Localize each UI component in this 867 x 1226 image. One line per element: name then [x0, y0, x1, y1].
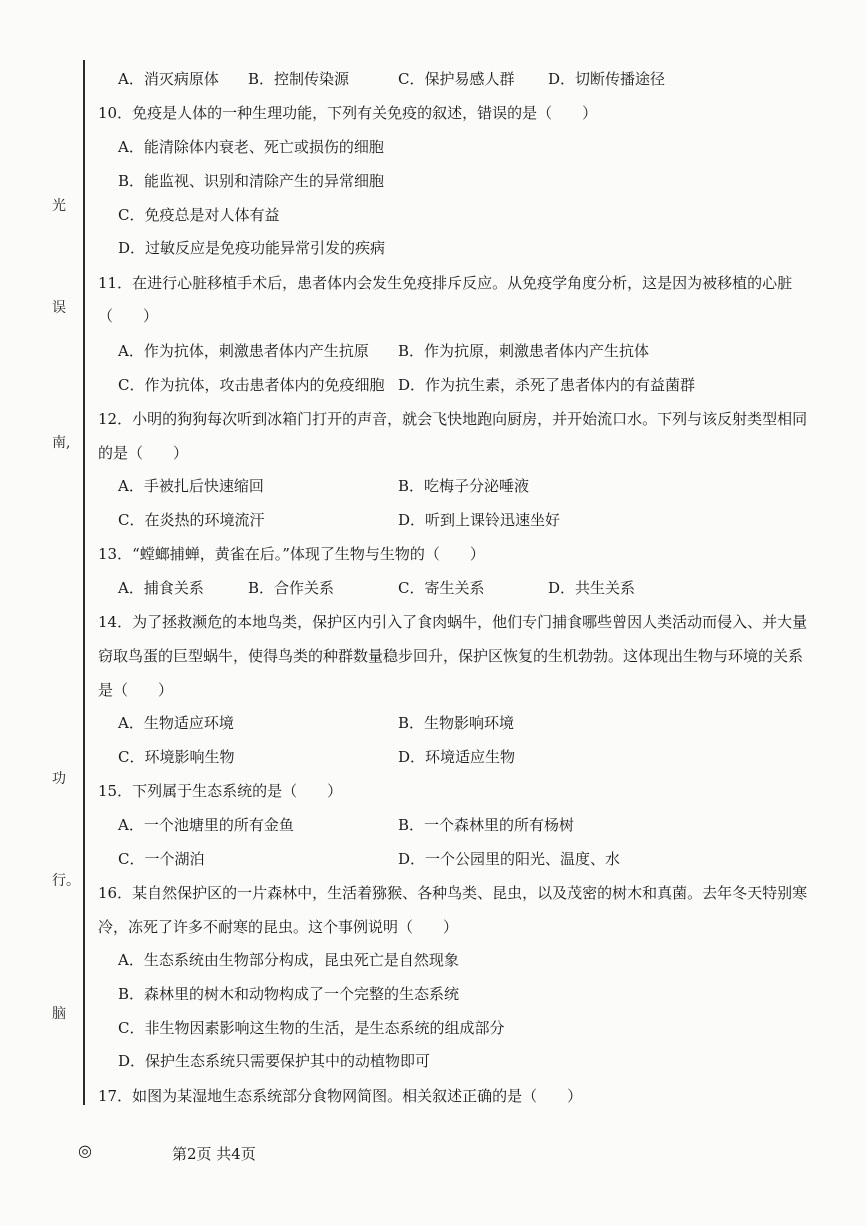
q14-stem-cont: 窃取鸟蛋的巨型蜗牛，使得鸟类的种群数量稳步回升，保护区恢复的生机勃勃。这体现出生物与环境的关系: [98, 647, 804, 665]
q10-option-d: D．过敏反应是免疫功能异常引发的疾病: [118, 239, 386, 257]
q9-option-d: D．切断传播途径: [548, 70, 666, 88]
q16-option-a: A．生态系统由生物部分构成，昆虫死亡是自然现象: [118, 951, 459, 969]
q15-option-a: A．一个池塘里的所有金鱼: [118, 816, 294, 834]
page-number: 第2页 共4页: [172, 1145, 256, 1163]
q12-stem: 12．小明的狗狗每次听到冰箱门打开的声音，就会飞快地跑向厨房，并开始流口水。下列与该反射类型相同: [98, 410, 808, 428]
q9-option-c: C．保护易感人群: [398, 70, 515, 88]
q12-stem-cont: 的是（ ）: [98, 444, 189, 462]
q15-option-d: D．一个公园里的阳光、温度、水: [398, 850, 621, 868]
q13-option-c: C．寄生关系: [398, 579, 485, 597]
q15-option-b: B．一个森林里的所有杨树: [398, 816, 575, 834]
q10-option-b: B．能监视、识别和清除产生的异常细胞: [118, 172, 385, 190]
q15-option-c: C．一个湖泊: [118, 850, 205, 868]
margin-fragment: 脑: [52, 1006, 66, 1022]
q11-option-c: C．作为抗体，攻击患者体内的免疫细胞: [118, 376, 385, 394]
q12-option-a: A．手被扎后快速缩回: [118, 477, 264, 495]
q16-option-d: D．保护生态系统只需要保护其中的动植物即可: [118, 1052, 431, 1070]
q16-stem: 16．某自然保护区的一片森林中，生活着猕猴、各种鸟类、昆虫，以及茂密的树木和真菌。去年冬天特别寒: [98, 884, 808, 902]
q14-option-c: C．环境影响生物: [118, 748, 235, 766]
q13-option-a: A．捕食关系: [118, 579, 204, 597]
q9-option-b: B．控制传染源: [248, 70, 350, 88]
q14-option-d: D．环境适应生物: [398, 748, 516, 766]
margin-fragment: 功: [52, 771, 66, 787]
q13-stem: 13．“螳螂捕蝉，黄雀在后。”体现了生物与生物的（ ）: [98, 545, 485, 563]
q11-stem: 11．在进行心脏移植手术后，患者体内会发生免疫排斥反应。从免疫学角度分析，这是因为被移植的心脏: [98, 274, 793, 292]
q15-stem: 15．下列属于生态系统的是（ ）: [98, 782, 343, 800]
margin-fragment: 光: [52, 198, 66, 214]
q16-option-c: C．非生物因素影响这生物的生活，是生态系统的组成部分: [118, 1019, 505, 1037]
q13-option-d: D．共生关系: [548, 579, 636, 597]
q11-option-a: A．作为抗体，刺激患者体内产生抗原: [118, 342, 369, 360]
q13-option-b: B．合作关系: [248, 579, 335, 597]
q10-option-a: A．能清除体内衰老、死亡或损伤的细胞: [118, 138, 384, 156]
q14-option-a: A．生物适应环境: [118, 714, 234, 732]
footer-mark: ◎: [78, 1141, 92, 1160]
margin-fragment: 行。: [52, 873, 80, 889]
q11-option-d: D．作为抗生素，杀死了患者体内的有益菌群: [398, 376, 696, 394]
q11-option-b: B．作为抗原，刺激患者体内产生抗体: [398, 342, 650, 360]
q9-option-a: A．消灭病原体: [118, 70, 219, 88]
q10-option-c: C．免疫总是对人体有益: [118, 206, 280, 224]
margin-fragment: 误: [52, 300, 66, 316]
q12-option-c: C．在炎热的环境流汗: [118, 511, 265, 529]
q16-stem-cont: 冷，冻死了许多不耐寒的昆虫。这个事例说明（ ）: [98, 918, 459, 936]
q10-stem: 10．免疫是人体的一种生理功能，下列有关免疫的叙述，错误的是（ ）: [98, 104, 598, 122]
q14-stem: 14．为了拯救濒危的本地鸟类，保护区内引入了食肉蜗牛，他们专门捕食哪些曾因人类活动而侵入、并大量: [98, 613, 808, 631]
q14-option-b: B．生物影响环境: [398, 714, 515, 732]
margin-fragment: 南,: [52, 435, 71, 451]
q16-option-b: B．森林里的树木和动物构成了一个完整的生态系统: [118, 985, 460, 1003]
q12-option-b: B．吃梅子分泌唾液: [398, 477, 530, 495]
q17-stem: 17．如图为某湿地生态系统部分食物网简图。相关叙述正确的是（ ）: [98, 1087, 583, 1105]
q12-option-d: D．听到上课铃迅速坐好: [398, 511, 561, 529]
binding-line: [83, 60, 85, 1105]
q11-stem-cont: （ ）: [98, 307, 159, 325]
q14-stem-cont: 是（ ）: [98, 681, 174, 699]
